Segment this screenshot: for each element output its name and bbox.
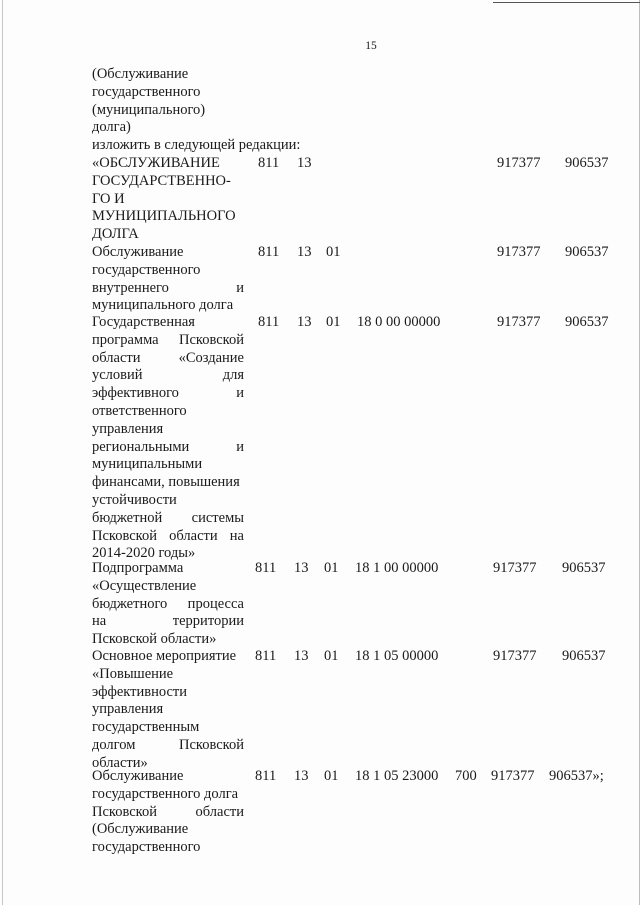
intro-line: долга): [92, 119, 131, 136]
cell-sum-1: 917377: [497, 244, 541, 260]
row-name-line: ДОЛГА: [92, 226, 139, 243]
cell-expense-type: 700: [455, 768, 477, 784]
cell-grbs: 811: [255, 648, 277, 664]
scan-top-rule: [493, 2, 640, 3]
cell-section: 13: [294, 560, 309, 576]
cell-grbs: 811: [255, 560, 277, 576]
row-name: [92, 155, 244, 244]
intro-paragraph: [92, 66, 352, 155]
row-name: [92, 560, 244, 649]
row-name: [92, 244, 244, 315]
row-name-line: 2014-2020 годы»: [92, 545, 196, 562]
intro-line: (Обслуживание: [92, 66, 189, 82]
row-name-line: области»: [92, 754, 148, 771]
cell-section: 13: [294, 648, 309, 664]
row-name-line: ответственного: [92, 402, 187, 419]
cell-sum-1: 917377: [493, 560, 537, 576]
row-name-line: МУНИЦИПАЛЬНОГО: [92, 208, 236, 225]
row-name-line: Псковской области»: [92, 631, 217, 648]
cell-grbs: 811: [258, 314, 280, 330]
row-name: [92, 314, 244, 563]
intro-line: (муниципального): [92, 101, 206, 118]
row-name-line: бюджетной системы: [92, 509, 244, 526]
cell-sum-2: 906537: [562, 560, 606, 576]
cell-grbs: 811: [255, 768, 277, 784]
cell-sum-1: 917377: [493, 648, 537, 664]
row-name-line: государственного: [92, 839, 201, 856]
row-name-line: устойчивости: [92, 491, 177, 508]
cell-sum-1: 917377: [497, 155, 541, 171]
row-name-line: Псковской области на: [92, 527, 244, 544]
cell-grbs: 811: [258, 244, 280, 260]
cell-subsection: 01: [324, 648, 339, 664]
row-name-line: Псковской области: [92, 803, 244, 820]
row-name: [92, 768, 244, 857]
row-name-line: ГОСУДАРСТВЕННО-: [92, 172, 231, 189]
row-name-line: Обслуживание: [92, 244, 184, 260]
row-name-line: эффективности: [92, 683, 187, 700]
intro-line: изложить в следующей редакции:: [92, 137, 301, 154]
cell-section: 13: [297, 155, 312, 171]
cell-sum-1: 917377: [497, 314, 541, 330]
cell-sum-2: 906537»;: [549, 768, 604, 784]
row-name-line: Обслуживание: [92, 768, 184, 784]
row-name-line: муниципального долга: [92, 297, 234, 314]
cell-sum-1: 917377: [491, 768, 535, 784]
row-name-line: «Осуществление: [92, 577, 197, 594]
row-name-line: государственного долга: [92, 785, 239, 802]
cell-subsection: 01: [324, 768, 339, 784]
row-name-line: «Повышение: [92, 665, 174, 682]
row-name-line: государственного: [92, 261, 201, 278]
cell-target-article: 18 1 00 00000: [355, 560, 439, 576]
cell-subsection: 01: [326, 244, 341, 260]
cell-target-article: 18 1 05 00000: [355, 648, 439, 664]
cell-section: 13: [294, 768, 309, 784]
row-name-line: области «Создание: [92, 349, 244, 366]
cell-target-article: 18 1 05 23000: [355, 768, 439, 784]
cell-section: 13: [297, 314, 312, 330]
row-name-line: региональными и: [92, 438, 244, 455]
row-name-line: на территории: [92, 613, 244, 630]
cell-section: 13: [297, 244, 312, 260]
row-name-line: Основное мероприятие: [92, 648, 237, 664]
row-name-line: управления: [92, 420, 164, 437]
row-name-line: бюджетного процесса: [92, 595, 244, 612]
row-name-line: «ОБСЛУЖИВАНИЕ: [92, 155, 220, 171]
row-name-line: долгом Псковской: [92, 736, 244, 753]
row-name-line: условий для: [92, 367, 244, 384]
row-name-line: Подпрограмма: [92, 560, 184, 576]
row-name-line: ГО И: [92, 190, 125, 207]
row-name-line: внутреннего и: [92, 279, 244, 296]
row-name-line: муниципальными: [92, 456, 203, 473]
row-name-line: финансами, повышения: [92, 474, 240, 491]
row-name: [92, 648, 244, 773]
cell-subsection: 01: [326, 314, 341, 330]
row-name-line: эффективного и: [92, 385, 244, 402]
cell-sum-2: 906537: [565, 244, 609, 260]
cell-grbs: 811: [258, 155, 280, 171]
row-name-line: государственным: [92, 719, 200, 736]
cell-sum-2: 906537: [565, 314, 609, 330]
row-name-line: Государственная: [92, 314, 195, 330]
cell-subsection: 01: [324, 560, 339, 576]
intro-line: государственного: [92, 83, 201, 100]
row-name-line: (Обслуживание: [92, 821, 189, 838]
cell-sum-2: 906537: [562, 648, 606, 664]
page-number: 15: [365, 40, 377, 52]
row-name-line: управления: [92, 701, 164, 718]
scan-edge-left: [2, 0, 3, 905]
cell-target-article: 18 0 00 00000: [357, 314, 441, 330]
row-name-line: программа Псковской: [92, 331, 244, 348]
cell-sum-2: 906537: [565, 155, 609, 171]
